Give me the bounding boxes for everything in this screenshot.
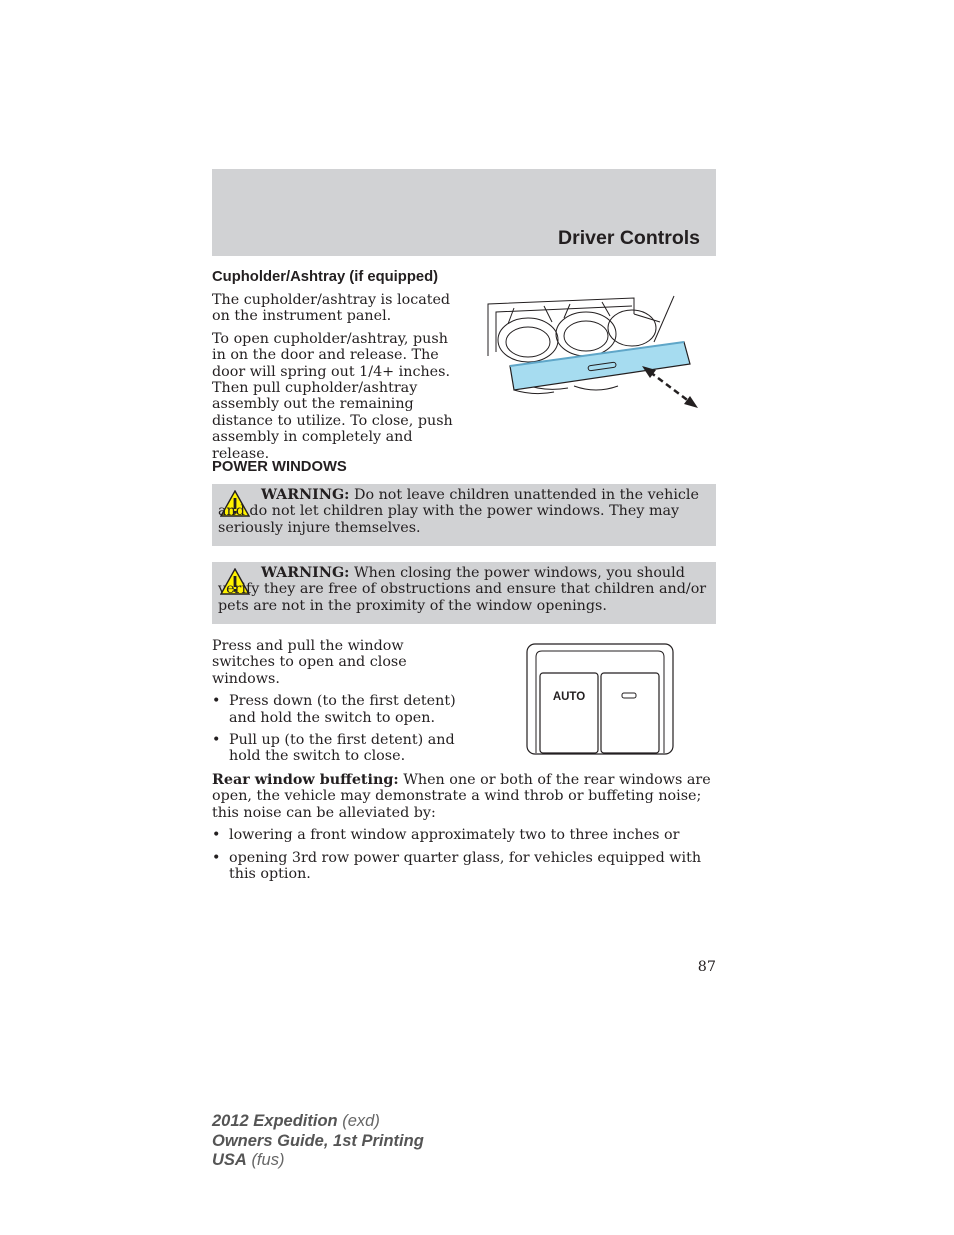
cupholder-para-1: The cupholder/ashtray is located on the instrument panel.	[212, 292, 451, 325]
warning-1-text	[218, 487, 708, 536]
footer-line-2	[212, 1132, 424, 1152]
warning-box-2	[212, 562, 716, 624]
warning-2-body: When closing the power windows, you should verify they are free of obstructions and ensure that children and/or pets are not in the proximity of the window openings.	[218, 565, 707, 614]
cupholder-para-2: To open cupholder/ashtray, push in on the door and release. The door will spring out 1/4+ inches. Then pull cupholder/ashtray assembly out the remaining distance to utilize. To close, push assembly in completely and release.	[212, 330, 453, 462]
footer-market: USA	[212, 1151, 247, 1169]
section-title: Driver Controls	[558, 227, 700, 249]
rear-buffeting-text: When one or both of the rear windows are open, the vehicle may demonstrate a wind throb or buffeting noise; this noise can be alleviated by:	[212, 772, 711, 821]
footer-line-1	[212, 1112, 424, 1132]
rear-buffeting-section	[212, 772, 714, 888]
warning-box-1	[212, 484, 716, 546]
list-item: • Pull up (to the first detent) and hold the switch to close.	[212, 732, 464, 765]
list-item: • lowering a front window approximately two to three inches or	[212, 827, 714, 843]
page-number: 87	[697, 959, 716, 975]
cupholder-text	[212, 292, 462, 462]
warning-2-label: WARNING:	[261, 565, 350, 581]
list-item: • Press down (to the first detent) and hold the switch to open.	[212, 693, 464, 726]
list-item: • opening 3rd row power quarter glass, for vehicles equipped with this option.	[212, 850, 714, 883]
power-windows-heading: POWER WINDOWS	[212, 459, 347, 475]
footer-edition: Owners Guide, 1st Printing	[212, 1131, 424, 1150]
footer	[212, 1112, 424, 1171]
cupholder-section	[212, 268, 472, 286]
power-windows-text	[212, 638, 464, 771]
rear-buffeting-para	[212, 772, 714, 821]
footer-model: 2012 Expedition	[212, 1112, 338, 1130]
warning-1-body: Do not leave children unattended in the vehicle and do not let children play with the power windows. They may seriously injure themselves.	[218, 487, 699, 536]
warning-2-text	[218, 565, 708, 614]
rear-buffeting-bullets	[212, 827, 714, 882]
power-windows-intro: Press and pull the window switches to open and close windows.	[212, 638, 407, 687]
cupholder-heading: Cupholder/Ashtray (if equipped)	[212, 269, 439, 285]
footer-model-code: (exd)	[342, 1112, 380, 1130]
footer-market-code: (fus)	[251, 1151, 285, 1169]
cupholder-illustration	[484, 294, 700, 412]
warning-1-label: WARNING:	[261, 487, 350, 503]
power-windows-bullets	[212, 693, 464, 765]
rear-buffeting-label: Rear window buffeting:	[212, 772, 399, 788]
power-windows-section	[212, 458, 512, 476]
window-switch-illustration	[526, 643, 674, 755]
header-band	[212, 169, 716, 256]
footer-line-3	[212, 1151, 424, 1171]
auto-label: AUTO	[552, 691, 586, 703]
